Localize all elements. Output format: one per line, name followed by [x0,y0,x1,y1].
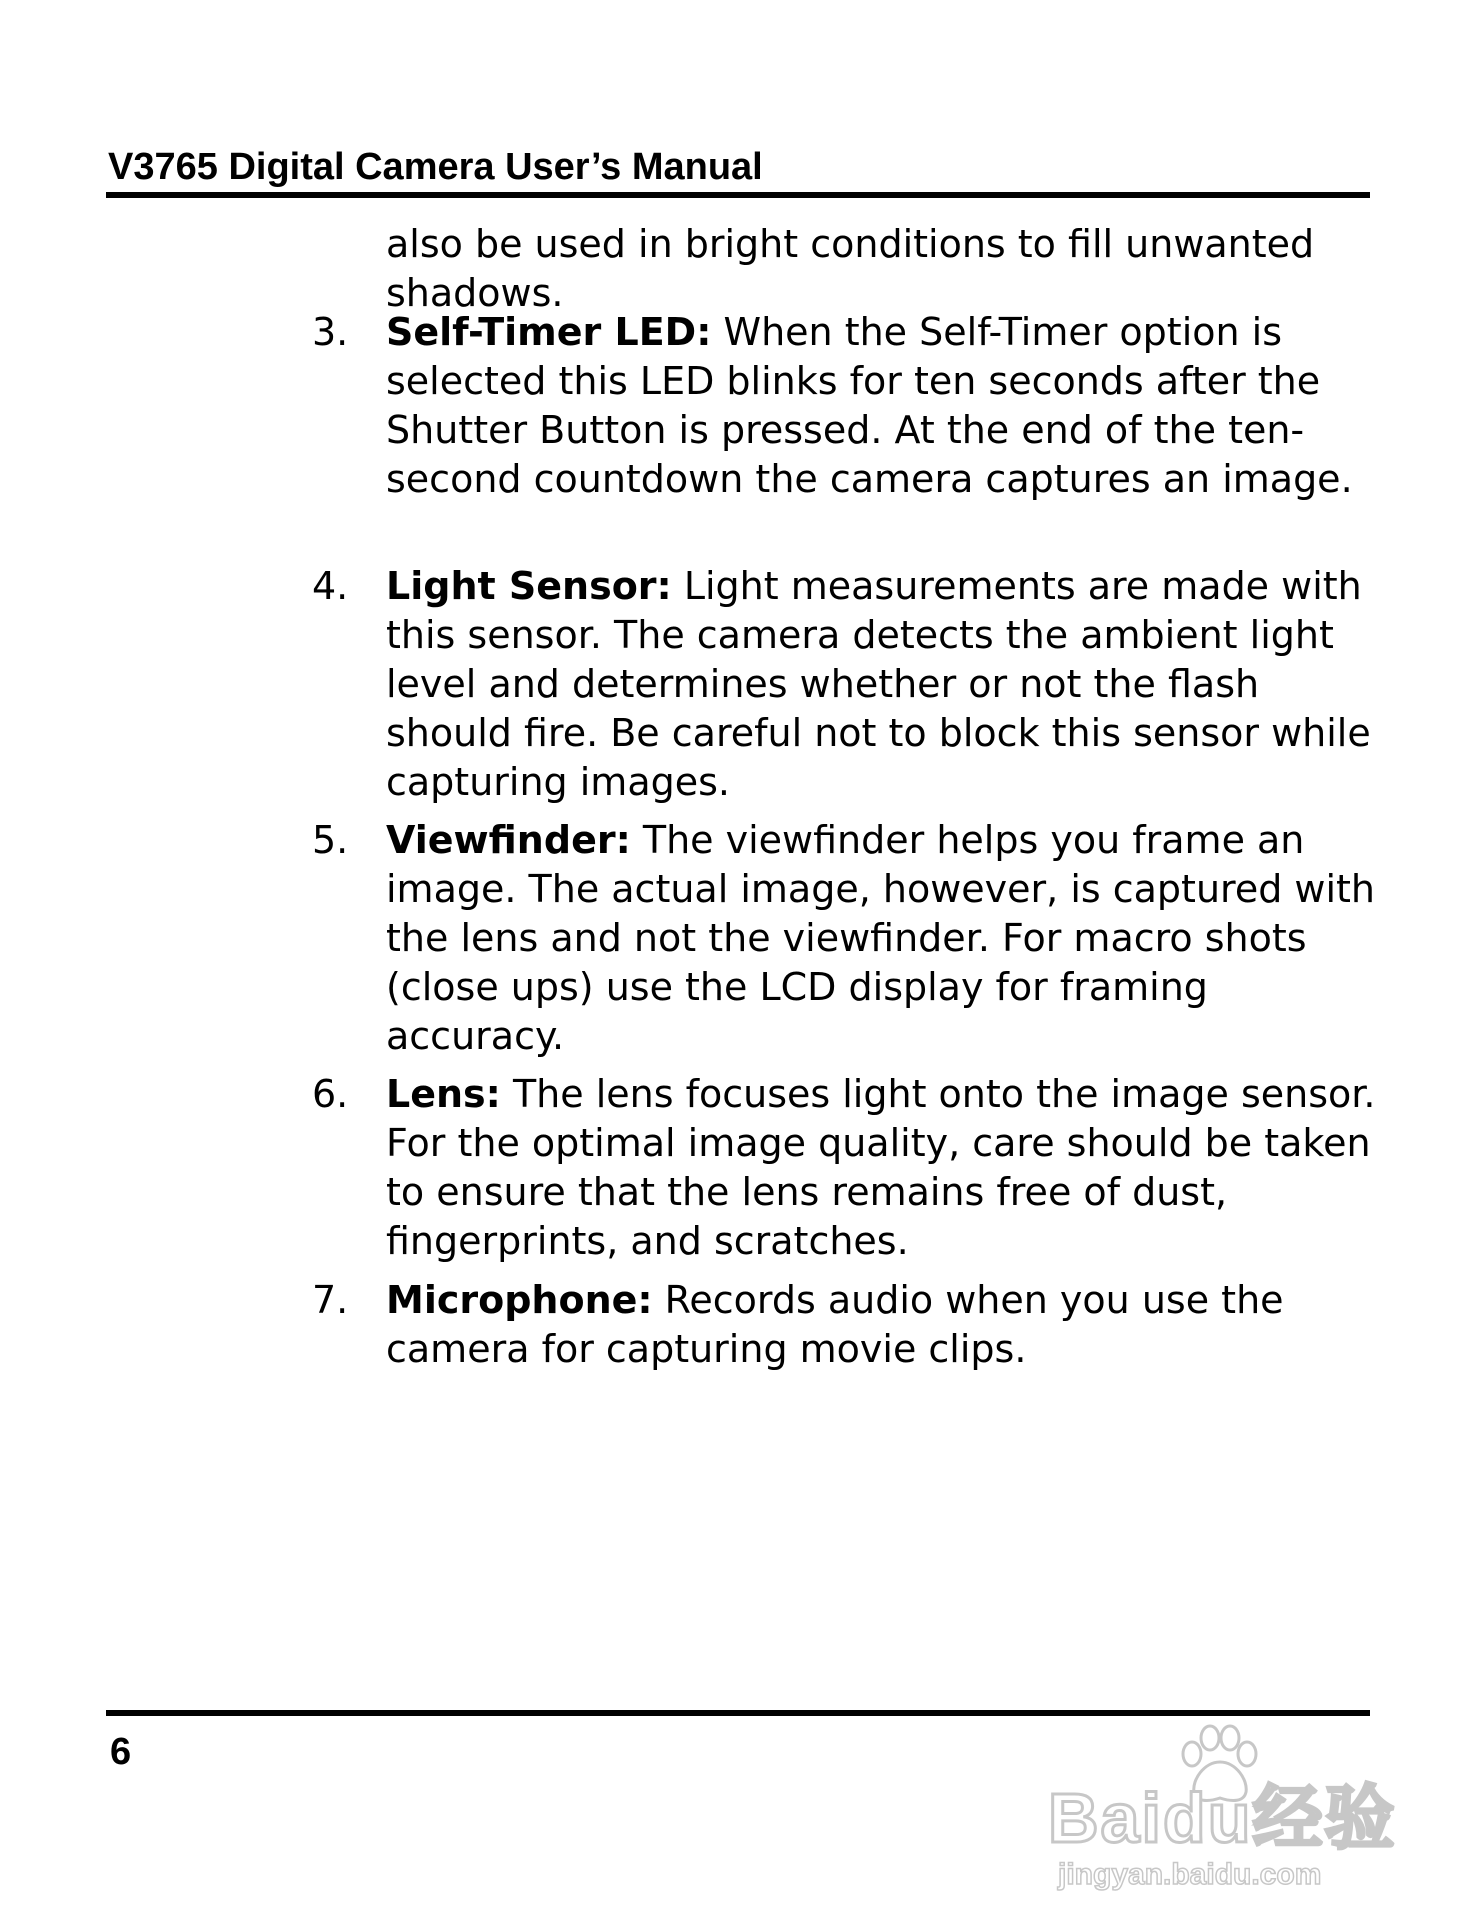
list-item-number: 3. [312,310,349,354]
list-item-body [386,1070,1386,1266]
list-item-text: When the Self-Timer option is selected this LED blinks for ten seconds after the Shutter Button is pressed. At the end of the ten-second countdown the camera captures an image. [386,310,1353,501]
list-item-text: The lens focuses light onto the image sensor. For the optimal image quality, care should be taken to ensure that the lens remains free of dust, fingerprints, and scratches. [386,1072,1376,1263]
list-item-number: 4. [312,564,349,608]
list-item-term: Viewfinder: [386,818,631,862]
list-item-term: Microphone: [386,1278,653,1322]
list-item-number: 5. [312,818,349,862]
watermark [1028,1718,1397,1908]
header-rule [106,192,1370,198]
list-item-term: Light Sensor: [386,564,672,608]
watermark-url: jingyan.baidu.com [1058,1858,1322,1891]
list-item-term: Lens: [386,1072,501,1116]
list-item-text: Records audio when you use the camera for capturing movie clips. [386,1278,1284,1371]
list-item-body [386,308,1386,504]
list-item-text: The viewfinder helps you frame an image. The actual image, however, is captured with the lens and not the viewfinder. For macro shots (close ups) use the LCD display for framing accuracy. [386,818,1376,1058]
list-item-text: Light measurements are made with this sensor. The camera detects the ambient light level and determines whether or not the flash should fire. Be careful not to block this sensor while capturing images. [386,564,1371,804]
list-item-body [386,816,1386,1061]
page-header-title: V3765 Digital Camera User’s Manual [108,146,763,188]
list-item-number: 7. [312,1278,349,1322]
list-item-term: Self-Timer LED: [386,310,712,354]
list-item-body [386,1276,1386,1374]
continuation-paragraph: also be used in bright conditions to fill unwanted shadows. [386,222,1315,315]
footer-rule [106,1710,1370,1716]
watermark-logo-text: Baidu经验 [1048,1779,1397,1857]
page-number: 6 [110,1731,132,1773]
list-item-number: 6. [312,1072,349,1116]
list-item-body [386,562,1386,807]
